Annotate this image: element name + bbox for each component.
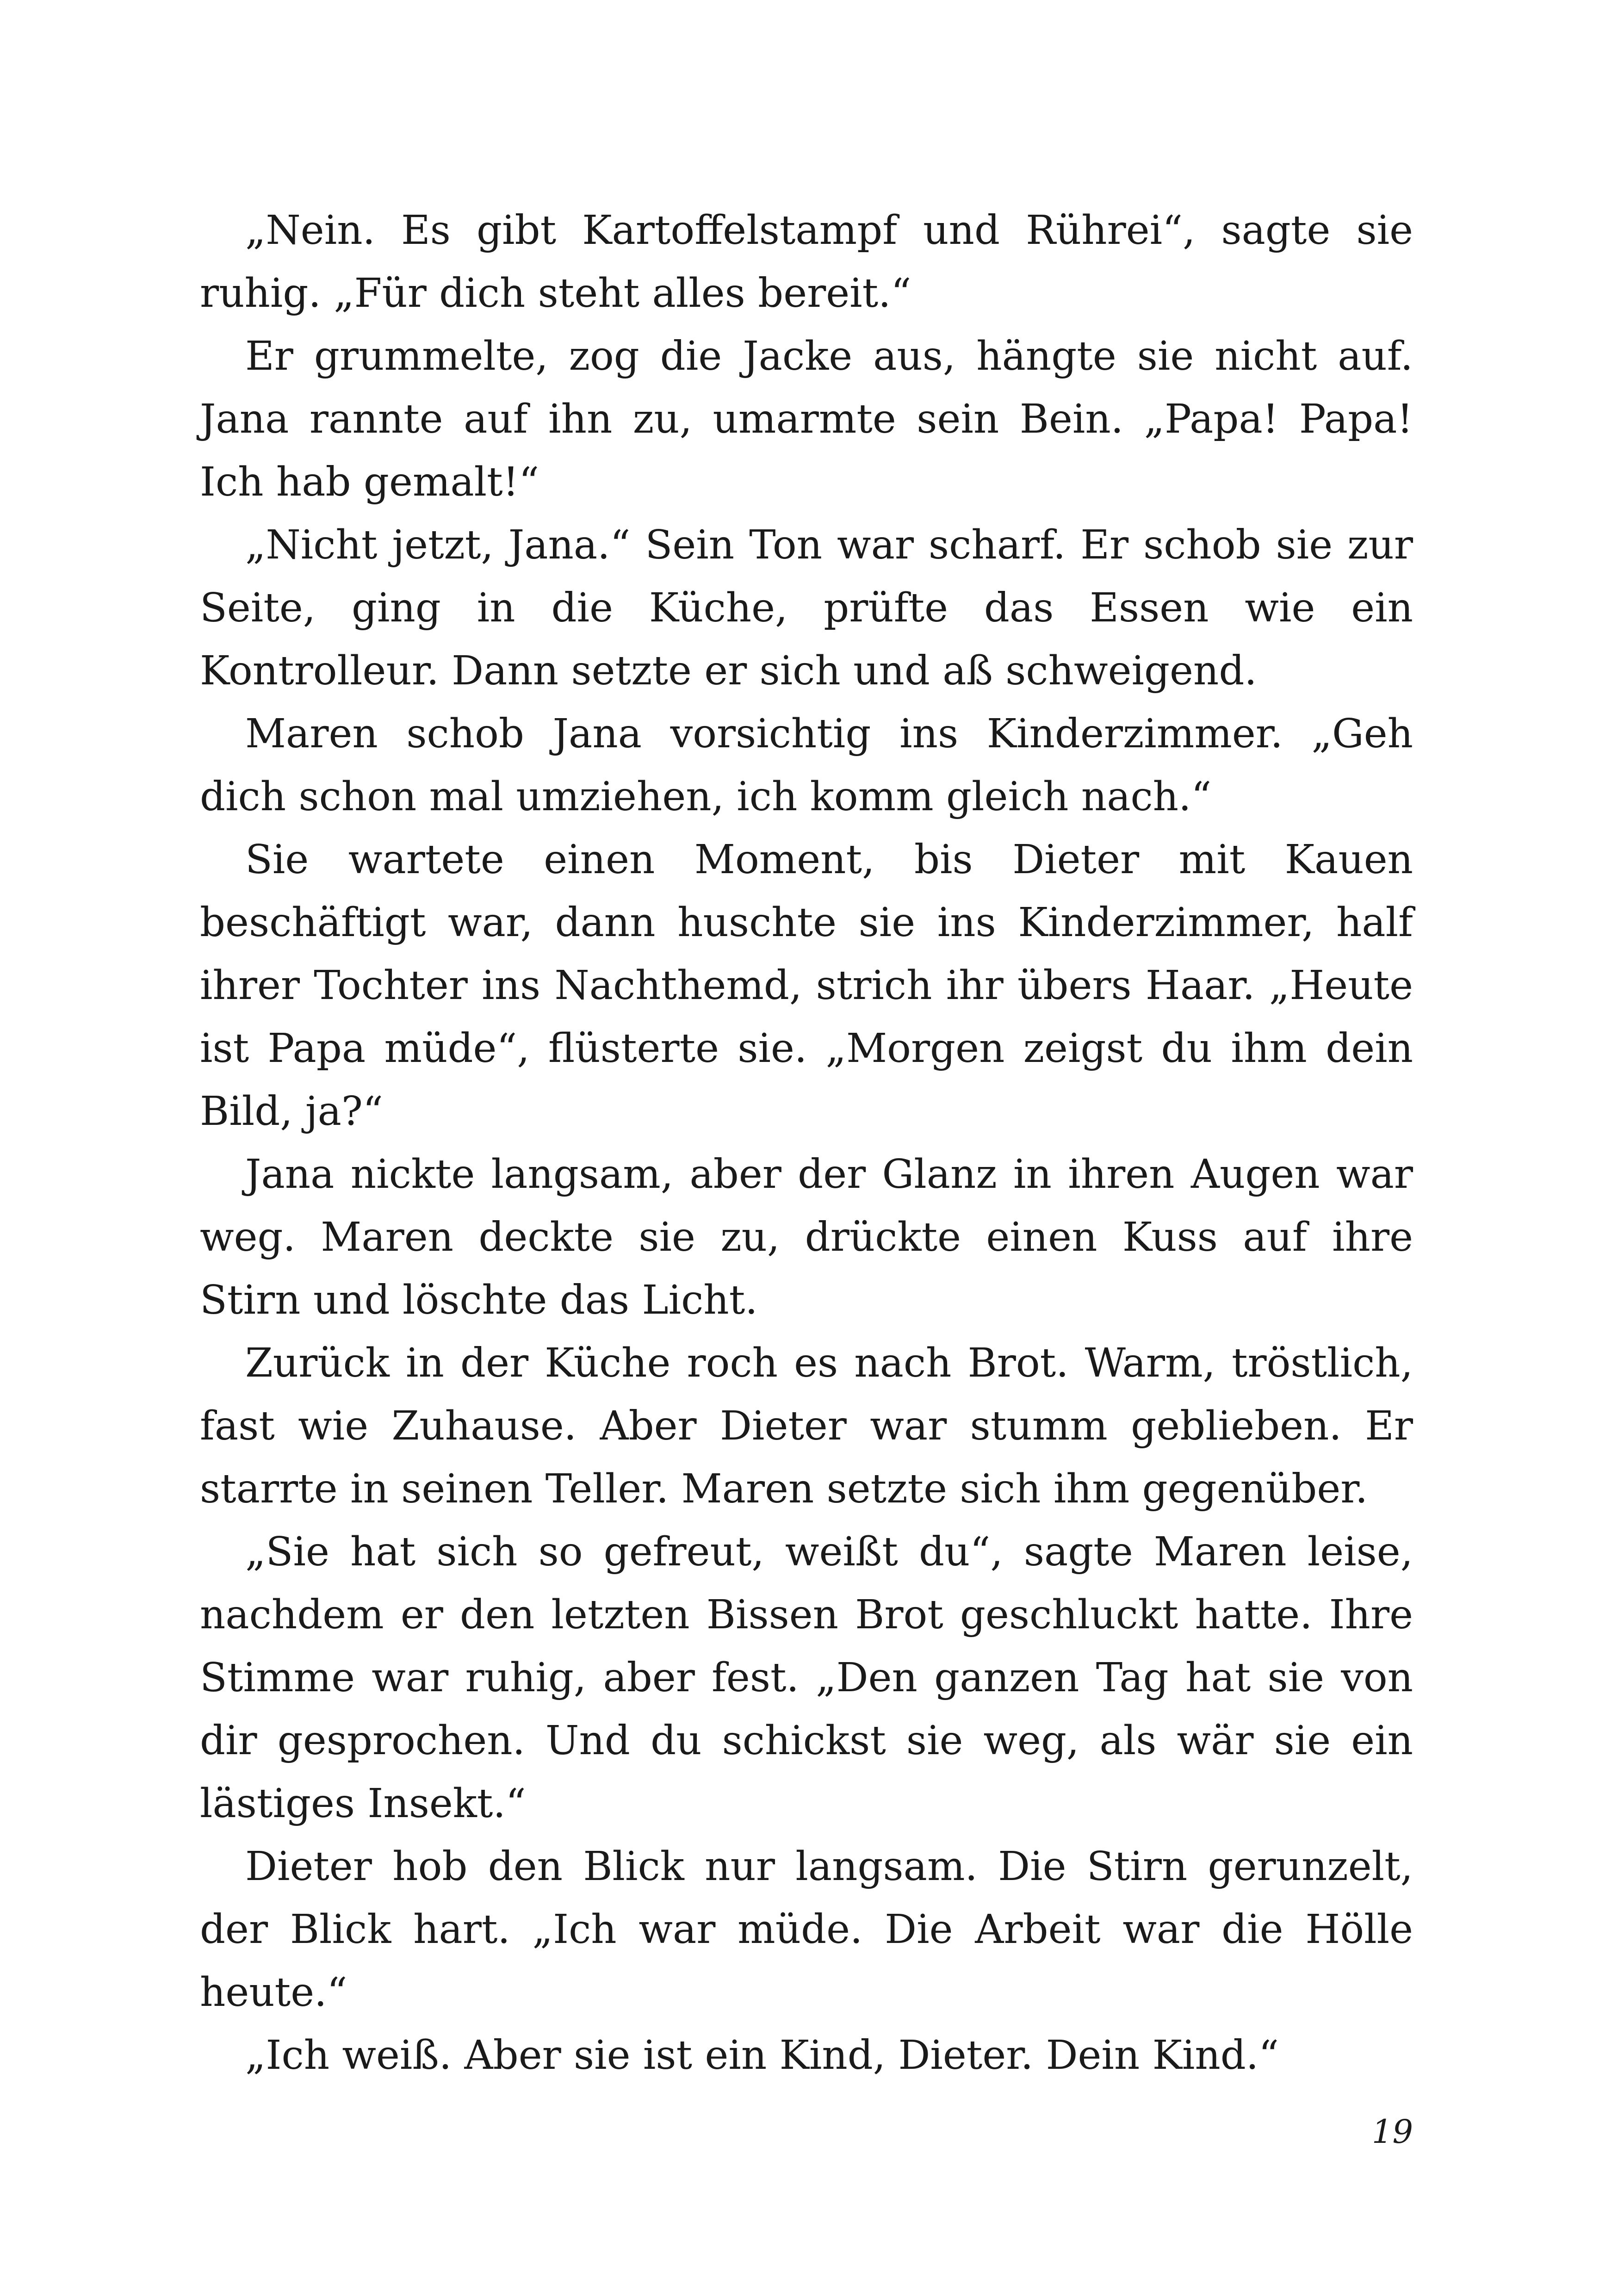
paragraph: „Nein. Es gibt Kartoffelstampf und Rührei“, sagte sie ruhig. „Für dich steht alles bereit.“ <box>200 207 1413 316</box>
paragraph: Sie wartete einen Moment, bis Dieter mit Kauen beschäftigt war, dann huschte sie ins Kinderzimmer, half ihrer Tochter ins Nachthemd, strich ihr übers Haar. „Heute ist Papa müde“, flüsterte sie. „Morgen zeigst du ihm dein Bild, ja?“ <box>200 837 1413 1135</box>
body-text <box>200 199 1413 2087</box>
paragraph: Dieter hob den Blick nur langsam. Die Stirn gerunzelt, der Blick hart. „Ich war müde. Die Arbeit war die Hölle heute.“ <box>200 1843 1413 2016</box>
paragraph: Er grummelte, zog die Jacke aus, hängte sie nicht auf. Jana rannte auf ihn zu, umarmte sein Bein. „Papa! Papa! Ich hab gemalt!“ <box>200 333 1413 505</box>
paragraph: „Nicht jetzt, Jana.“ Sein Ton war scharf. Er schob sie zur Seite, ging in die Küche, prüfte das Essen wie ein Kontrolleur. Dann setzte er sich und aß schweigend. <box>200 522 1413 694</box>
paragraph: Zurück in der Küche roch es nach Brot. Warm, tröstlich, fast wie Zuhause. Aber Dieter war stumm geblieben. Er starrte in seinen Teller. Maren setzte sich ihm gegenüber. <box>200 1340 1413 1512</box>
page-number: 19 <box>1371 2113 1413 2151</box>
paragraph: Jana nickte langsam, aber der Glanz in ihren Augen war weg. Maren deckte sie zu, drückte einen Kuss auf ihre Stirn und löschte das Licht. <box>200 1151 1413 1323</box>
paragraph: Maren schob Jana vorsichtig ins Kinderzimmer. „Geh dich schon mal umziehen, ich komm gleich nach.“ <box>200 711 1413 820</box>
paragraph: „Sie hat sich so gefreut, weißt du“, sagte Maren leise, nachdem er den letzten Bissen Brot geschluckt hatte. Ihre Stimme war ruhig, aber fest. „Den ganzen Tag hat sie von dir gesprochen. Und du schickst sie weg, als wär sie ein lästiges Insekt.“ <box>200 1529 1413 1827</box>
paragraph: „Ich weiß. Aber sie ist ein Kind, Dieter. Dein Kind.“ <box>245 2032 1279 2079</box>
